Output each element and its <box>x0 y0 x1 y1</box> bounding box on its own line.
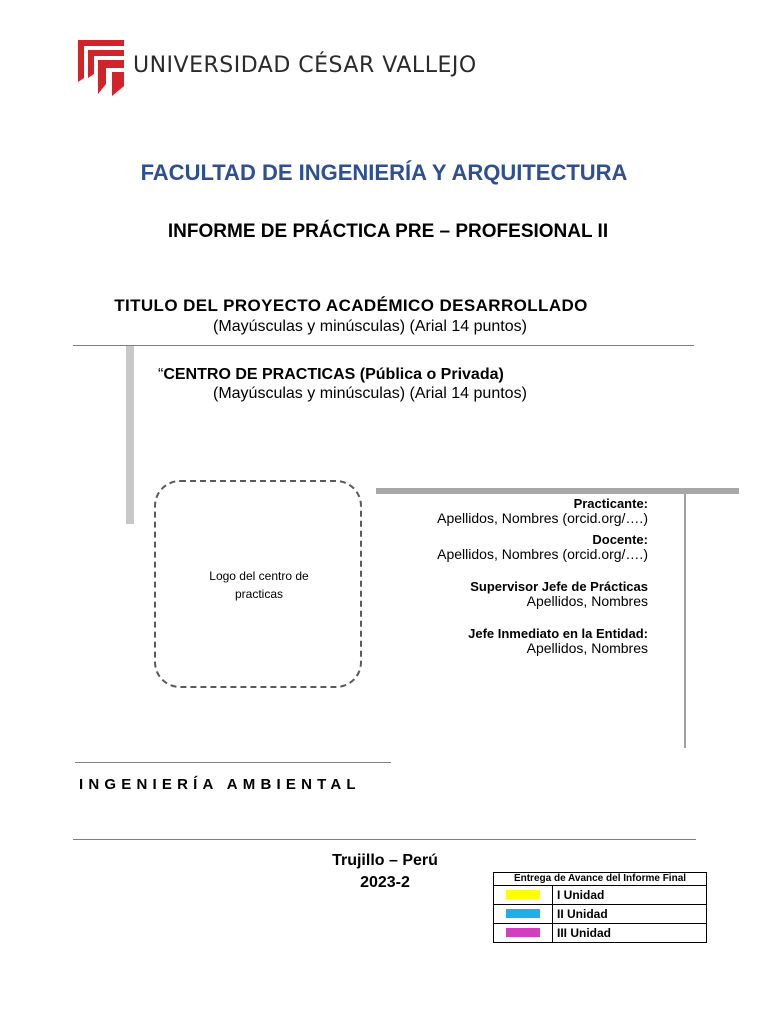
divider-bottom <box>73 839 696 840</box>
vertical-accent-bar <box>126 346 134 524</box>
footer-place: Trujillo – Perú <box>332 852 438 869</box>
legend-label: I Unidad <box>553 886 707 905</box>
open-quote: “ <box>158 366 164 383</box>
legend-swatch-yellow <box>506 890 540 899</box>
divider-top <box>73 345 694 346</box>
role-label-supervisor: Supervisor Jefe de Prácticas <box>470 579 648 594</box>
divider-program <box>75 762 391 763</box>
faculty-title: FACULTAD DE INGENIERÍA Y ARQUITECTURA <box>140 160 628 185</box>
legend-label: II Unidad <box>553 905 707 924</box>
university-logo-icon <box>78 38 124 96</box>
legend-row <box>494 886 707 905</box>
logo-placeholder-line1: Logo del centro de <box>209 569 309 583</box>
role-label-practicante: Practicante: <box>573 496 648 511</box>
university-name: UNIVERSIDAD CÉSAR VALLEJO <box>133 53 477 78</box>
legend-swatch-magenta <box>506 928 540 937</box>
legend-label: III Unidad <box>553 924 707 943</box>
legend-row <box>494 924 707 943</box>
legend-swatch-blue <box>506 909 540 918</box>
legend-row <box>494 905 707 924</box>
role-value-practicante: Apellidos, Nombres (orcid.org/….) <box>437 510 648 526</box>
practice-center-note: (Mayúsculas y minúsculas) (Arial 14 puntos) <box>213 385 527 402</box>
role-value-docente: Apellidos, Nombres (orcid.org/….) <box>437 546 648 562</box>
footer-period: 2023-2 <box>360 874 410 891</box>
vertical-rule-right <box>684 494 686 748</box>
delivery-legend-table <box>493 872 707 943</box>
report-title: INFORME DE PRÁCTICA PRE – PROFESIONAL II <box>167 221 609 242</box>
role-value-jefe-inmediato: Apellidos, Nombres <box>526 640 648 656</box>
project-title-note: (Mayúsculas y minúsculas) (Arial 14 puntos) <box>213 318 527 335</box>
logo-placeholder-text <box>154 567 364 603</box>
program-name: INGENIERÍA AMBIENTAL <box>79 776 361 793</box>
role-label-docente: Docente: <box>592 532 648 547</box>
logo-placeholder-line2: practicas <box>234 587 284 601</box>
practice-center-heading-text: CENTRO DE PRACTICAS (Pública o Privada) <box>163 366 504 383</box>
role-label-jefe-inmediato: Jefe Inmediato en la Entidad: <box>468 626 648 641</box>
project-title-heading: TITULO DEL PROYECTO ACADÉMICO DESARROLLADO <box>114 296 588 315</box>
legend-title: Entrega de Avance del Informe Final <box>494 873 707 886</box>
practice-center-heading <box>158 366 504 384</box>
role-value-supervisor: Apellidos, Nombres <box>526 593 648 609</box>
